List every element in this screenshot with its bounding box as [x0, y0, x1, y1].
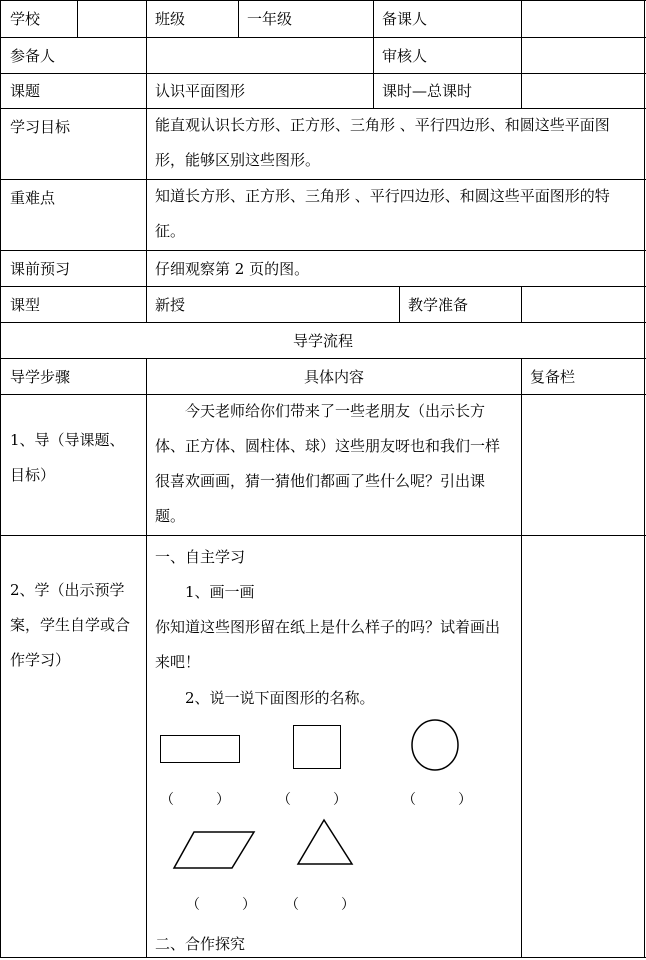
lesson-label: 课时—总课时	[382, 82, 473, 100]
self-study-heading: 一、自主学习	[155, 548, 246, 566]
lesson-type-value: 新授	[155, 296, 186, 314]
square-shape	[293, 725, 341, 769]
column-header-content: 具体内容	[303, 368, 364, 386]
draw-instructions: 你知道这些图形留在纸上是什么样子的吗？试着画出来吧！	[155, 618, 501, 671]
row-divider	[0, 73, 646, 74]
preview-text: 仔细观察第 2 页的图。	[155, 260, 310, 278]
triangle-shape	[296, 818, 354, 866]
lesson-type-label: 课型	[10, 296, 41, 314]
flow-title: 导学流程	[292, 332, 353, 350]
table-border-top	[0, 0, 646, 1]
answer-blank-triangle[interactable]: （ ）	[285, 897, 355, 913]
preview-label: 课前预习	[10, 260, 71, 278]
parallelogram-shape	[172, 830, 256, 870]
row-divider	[0, 358, 646, 359]
row-divider	[0, 322, 646, 323]
class-value[interactable]: 一年级	[247, 10, 293, 28]
goals-text: 能直观认识长方形、正方形、三角形 、平行四边形、和圆这些平面图形，能够区别这些图形。	[155, 116, 610, 169]
column-header-steps: 导学步骤	[10, 368, 71, 386]
topic-label: 课题	[10, 82, 41, 100]
name-shapes-item: 2、说一说下面图形的名称。	[185, 689, 375, 707]
rectangle-shape	[160, 735, 240, 763]
class-label: 班级	[155, 10, 186, 28]
table-border-left	[0, 0, 1, 958]
co-preparer-label: 参备人	[10, 47, 56, 65]
answer-blank-parallelogram[interactable]: （ ）	[186, 897, 256, 913]
preparer-label: 备课人	[382, 10, 428, 28]
reviewer-label: 审核人	[382, 47, 428, 65]
answer-blank-rectangle[interactable]: （ ）	[160, 792, 230, 808]
teaching-prep-label: 教学准备	[408, 296, 469, 314]
row-divider	[0, 37, 646, 38]
answer-blank-square[interactable]: （ ）	[277, 792, 347, 808]
step1-label: 1、导（导课题、目标）	[10, 431, 125, 484]
cooperative-inquiry-heading: 二、合作探究	[155, 935, 246, 953]
reviewer-value[interactable]	[522, 40, 642, 52]
step2-notes[interactable]	[522, 537, 642, 956]
key-points-label: 重难点	[10, 189, 56, 207]
lesson-value[interactable]	[522, 75, 642, 87]
row-divider	[0, 286, 646, 287]
col-divider	[521, 0, 522, 108]
key-points-text: 知道长方形、正方形、三角形 、平行四边形、和圆这些平面图形的特征。	[155, 187, 610, 240]
table-border-right	[644, 0, 645, 958]
co-preparer-value[interactable]	[147, 40, 372, 52]
circle-shape	[410, 718, 460, 772]
goals-label: 学习目标	[10, 118, 71, 136]
school-value[interactable]	[78, 3, 146, 15]
step1-content: 今天老师给你们带来了一些老朋友（出示长方体、正方体、圆柱体、球）这些朋友呀也和我们一样很喜欢画画，猜一猜他们都画了些什么呢？引出课题。	[155, 402, 501, 525]
preparer-value[interactable]	[522, 3, 642, 15]
column-header-notes: 复备栏	[530, 368, 576, 386]
topic-value[interactable]: 认识平面图形	[155, 82, 246, 100]
step1-notes[interactable]	[522, 395, 642, 534]
answer-blank-circle[interactable]: （ ）	[402, 792, 472, 808]
teaching-prep-value[interactable]	[522, 289, 642, 301]
school-label: 学校	[10, 10, 41, 28]
step2-label: 2、学（出示预学案，学生自学或合作学习）	[10, 581, 131, 669]
draw-item: 1、画一画	[185, 583, 255, 601]
